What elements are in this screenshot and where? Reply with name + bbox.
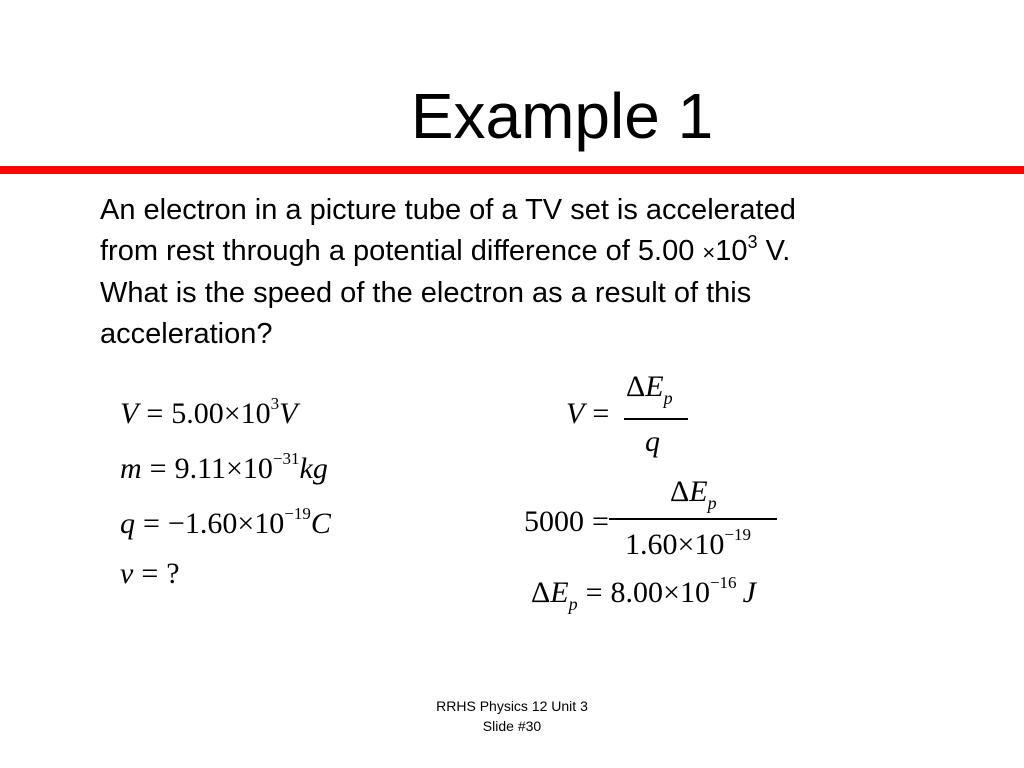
power-exponent: −31 [272,449,300,468]
equals-sign: = [146,397,164,430]
times-symbol: × [237,507,255,540]
power-base: 10 [254,507,285,540]
problem-line-2-unit: V. [757,235,791,267]
given-charge-unit: C [310,507,331,540]
power-base: 10 [242,452,273,485]
times-symbol: × [677,528,695,561]
given-charge-symbol: q [120,507,135,540]
equation-2-denominator [625,525,752,562]
power-exponent: −19 [724,525,752,544]
times-symbol: × [225,452,243,485]
delta-symbol: Δ [626,370,646,403]
problem-line-3: What is the speed of the electron as a result of this [100,277,752,309]
energy-symbol: E [550,576,569,609]
equation-1-denominator [645,425,660,459]
title-divider [0,166,1024,174]
slide-footer [0,696,1024,736]
charge-coefficient: 1.60 [625,528,678,561]
power-exponent: 3 [747,232,758,252]
power-exponent: −16 [709,573,737,592]
energy-subscript: p [707,493,717,513]
equals-sign: = [143,507,160,540]
given-voltage-unit: V [279,397,298,430]
times-symbol: × [702,240,716,265]
given-charge-coefficient: −1.60 [167,507,238,540]
equals-sign: = [585,576,603,609]
given-charge [120,504,331,541]
energy-symbol: E [689,475,708,508]
unknown-value: ? [166,557,180,590]
delta-symbol: Δ [531,576,551,609]
equals-sign: = [592,397,610,430]
given-voltage-coefficient: 5.00 [171,397,224,430]
equals-sign: = [149,452,167,485]
given-velocity [120,557,180,591]
equation-1-fraction-bar [624,418,688,420]
power-base: 10 [240,397,271,430]
slide-title: Example 1 [410,80,714,152]
energy-coefficient: 8.00 [610,576,664,609]
given-mass-symbol: m [120,452,142,485]
problem-line-2-text: from rest through a potential difference of 5.00 [100,235,703,267]
power-exponent: −19 [284,504,311,523]
given-mass-unit: kg [299,452,328,485]
equals-sign: = [592,505,609,538]
problem-statement [100,190,980,355]
equals-sign: = [141,557,159,590]
voltage-symbol: V [566,397,585,430]
problem-line-2 [100,231,980,273]
equation-2-lhs [524,505,617,539]
equation-3 [531,573,756,614]
voltage-value: 5000 [524,505,584,538]
power-exponent: 3 [270,394,280,413]
equation-2-numerator [670,475,717,513]
power-base: 10 [694,528,725,561]
given-voltage [120,394,298,431]
energy-subscript: p [568,594,578,614]
given-voltage-symbol: V [120,397,139,430]
problem-line-4: acceleration? [100,318,273,350]
given-mass-coefficient: 9.11 [174,452,226,485]
footer-slide-number: Slide #30 [482,718,542,734]
footer-course: RRHS Physics 12 Unit 3 [436,698,588,714]
given-mass [120,449,328,486]
times-symbol: × [223,397,241,430]
equation-2-fraction-bar [609,518,777,520]
charge-symbol: q [645,425,660,458]
power-base: 10 [715,235,748,267]
energy-subscript: p [663,388,673,408]
problem-line-1: An electron in a picture tube of a TV set is accelerated [100,194,796,226]
energy-symbol: E [645,370,664,403]
equation-1-lhs [566,397,617,431]
delta-symbol: Δ [670,475,690,508]
times-symbol: × [663,576,680,609]
given-velocity-symbol: v [120,557,134,590]
equation-1-numerator [626,370,673,408]
energy-unit: J [742,576,756,609]
power-base: 10 [679,576,710,609]
